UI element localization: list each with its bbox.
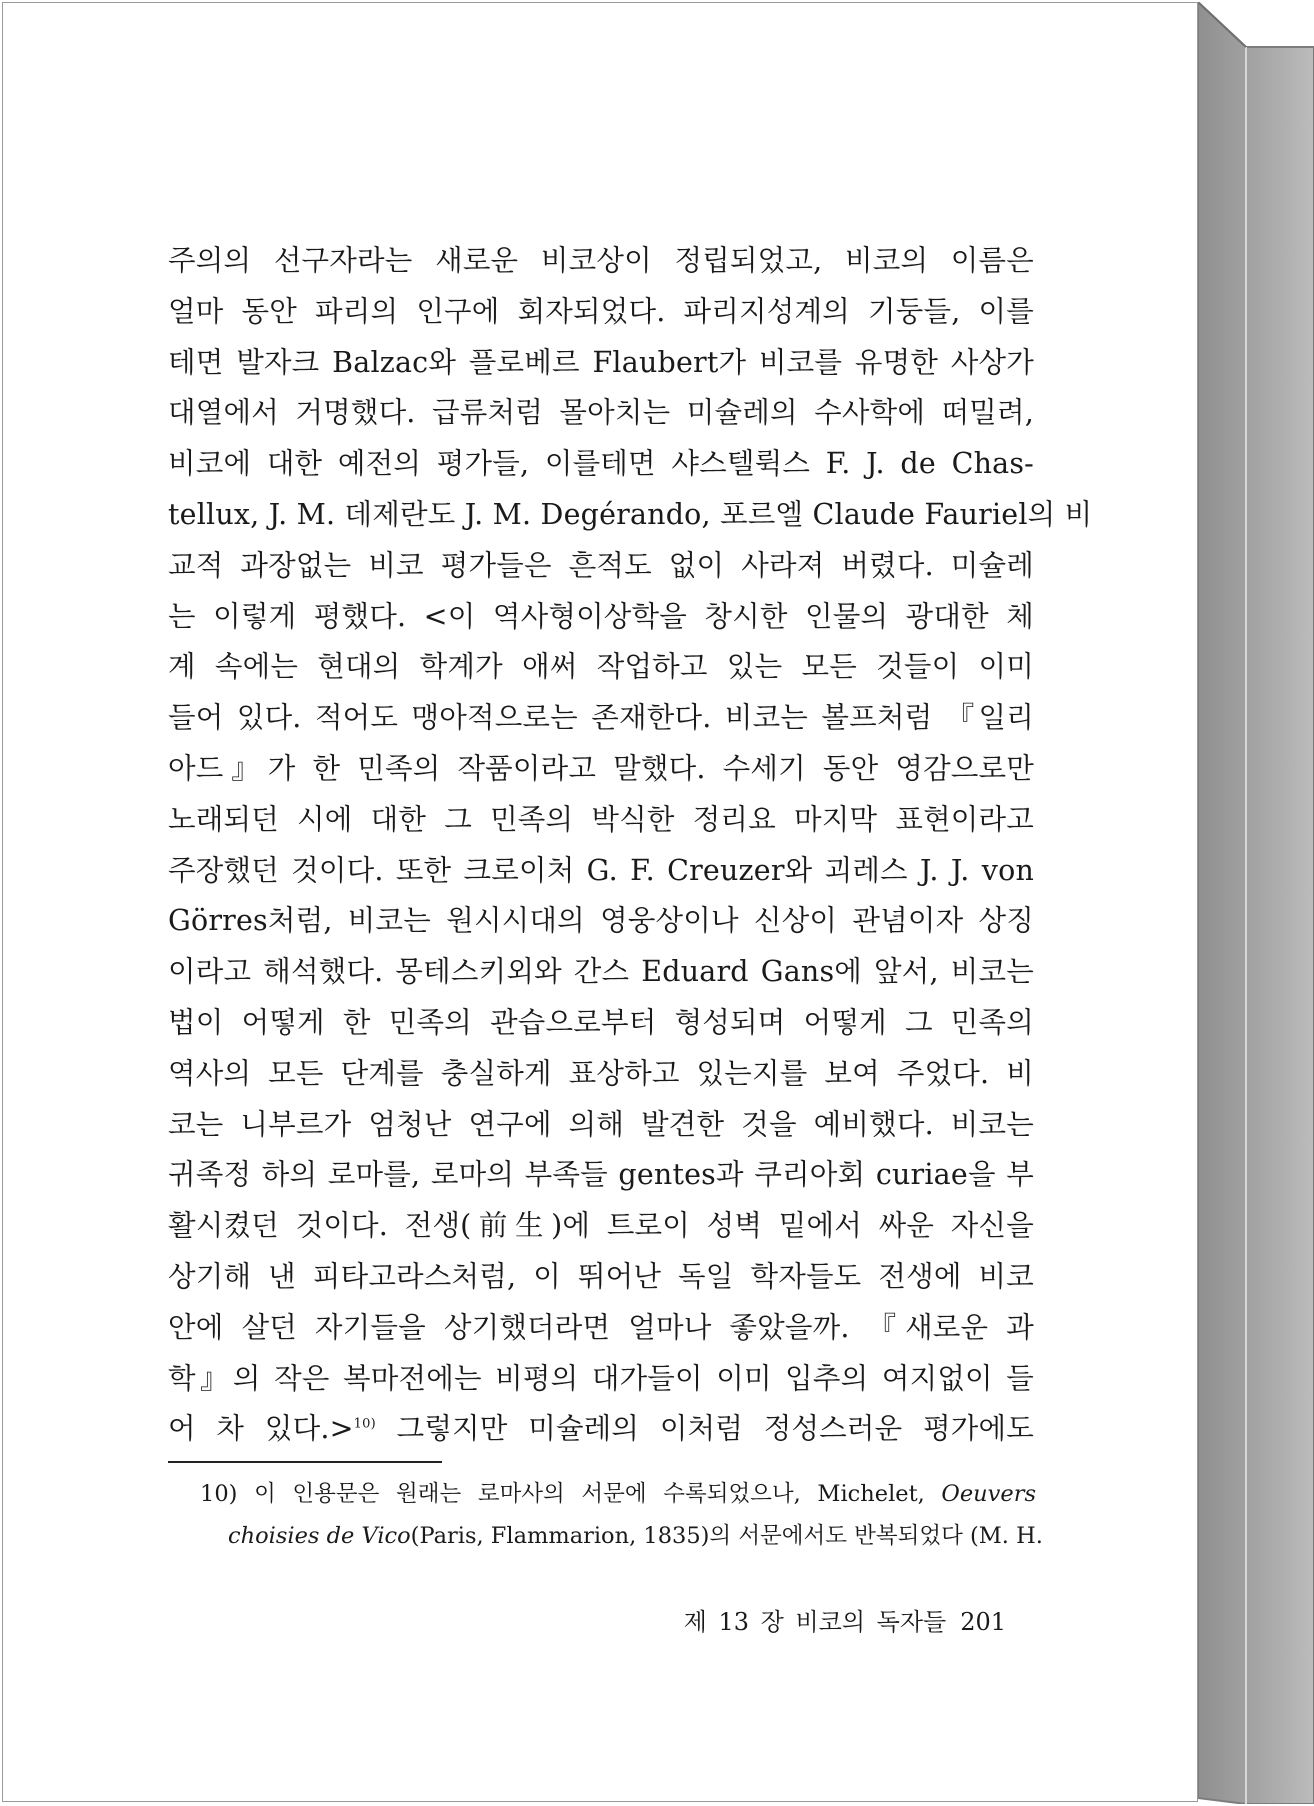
body-line-last-start: 어 차 있다.> [168,1412,354,1446]
body-line: 아드』가 한 민족의 작품이라고 말했다. 수세기 동안 영감으로만 [168,751,1034,785]
body-line: 교적 과장없는 비코 평가들은 흔적도 없이 사라져 버렸다. 미슐레 [168,548,1034,582]
body-line: 는 이렇게 평했다. <이 역사형이상학을 창시한 인물의 광대한 체 [168,599,1034,633]
chapter-title: 제 13 장 비코의 독자들 [683,1608,947,1636]
body-line: 이라고 해석했다. 몽테스키외와 간스 Eduard Gans에 앞서, 비코는 [168,955,1034,989]
footnote-italic-title: choisies de Vico [228,1523,411,1549]
body-line: 노래되던 시에 대한 그 민족의 박식한 정리요 마지막 표현이라고 [168,802,1034,836]
body-line: 대열에서 거명했다. 급류처럼 몰아치는 미슐레의 수사학에 떠밀려, [168,396,1034,430]
footnote-number: 10) [200,1481,238,1507]
footnote-italic-title: Oeuvers [941,1481,1037,1507]
body-line: 얼마 동안 파리의 인구에 회자되었다. 파리지성계의 기둥들, 이를 [168,294,1034,328]
body-line: 활시켰던 것이다. 전생(前生)에 트로이 성벽 밑에서 싸운 자신을 [168,1209,1034,1243]
footnote-reference[interactable]: 10) [353,1416,376,1432]
body-line: 귀족정 하의 로마를, 로마의 부족들 gentes과 쿠리아회 curiae을 부 [168,1158,1034,1192]
body-line: 주장했던 것이다. 또한 크로이처 G. F. Creuzer와 괴레스 J. J. von [168,853,1034,887]
footnote-text: 이 인용문은 원래는 로마사의 서문에 수록되었으나, Michelet, [254,1481,942,1507]
body-line: 계 속에는 현대의 학계가 애써 작업하고 있는 모든 것들이 이미 [168,650,1034,684]
running-footer [684,1602,1006,1637]
body-line: tellux, J. M. 데제란도 J. M. Degérando, 포르엘 Claude Fauriel의 비 [168,497,1093,531]
body-line: 비코에 대한 예전의 평가들, 이를테면 샤스텔뤽스 F. J. de Chas- [168,447,1034,481]
footnote [200,1473,1043,1557]
body-line: 코는 니부르가 엄청난 연구에 의해 발견한 것을 예비했다. 비코는 [168,1107,1034,1141]
footnote-separator [168,1461,442,1463]
body-line: 안에 살던 자기들을 상기했더라면 얼마나 좋았을까. 『새로운 과 [168,1310,1034,1344]
footnote-line [200,1515,1043,1557]
book-spine-edge [1198,2,1314,1804]
body-text [168,236,1093,1455]
body-line: 법이 어떻게 한 민족의 관습으로부터 형성되며 어떻게 그 민족의 [168,1005,1034,1039]
body-line: 테면 발자크 Balzac와 플로베르 Flaubert가 비코를 유명한 사상가 [168,345,1034,379]
body-line: 상기해 낸 피타고라스처럼, 이 뛰어난 독일 학자들도 전생에 비코 [168,1259,1034,1293]
footnote-line [200,1473,1036,1515]
body-line: 역사의 모든 단계를 충실하게 표상하고 있는지를 보여 주었다. 비 [168,1056,1034,1090]
body-line-last [168,1404,1034,1455]
body-line: 주의의 선구자라는 새로운 비코상이 정립되었고, 비코의 이름은 [168,244,1034,277]
footnote-text: (Paris, Flammarion, 1835)의 서문에서도 반복되었다 (M. H. [410,1523,1043,1549]
body-line: Görres처럼, 비코는 원시시대의 영웅상이나 신상이 관념이자 상징 [168,904,1034,938]
body-line-last-end: 그렇지만 미슐레의 이처럼 정성스러운 평가에도 [375,1412,1034,1446]
page-number: 201 [960,1608,1006,1636]
body-line: 학』의 작은 복마전에는 비평의 대가들이 이미 입추의 여지없이 들 [168,1361,1034,1395]
body-line: 들어 있다. 적어도 맹아적으로는 존재한다. 비코는 볼프처럼 『일리 [168,701,1034,735]
